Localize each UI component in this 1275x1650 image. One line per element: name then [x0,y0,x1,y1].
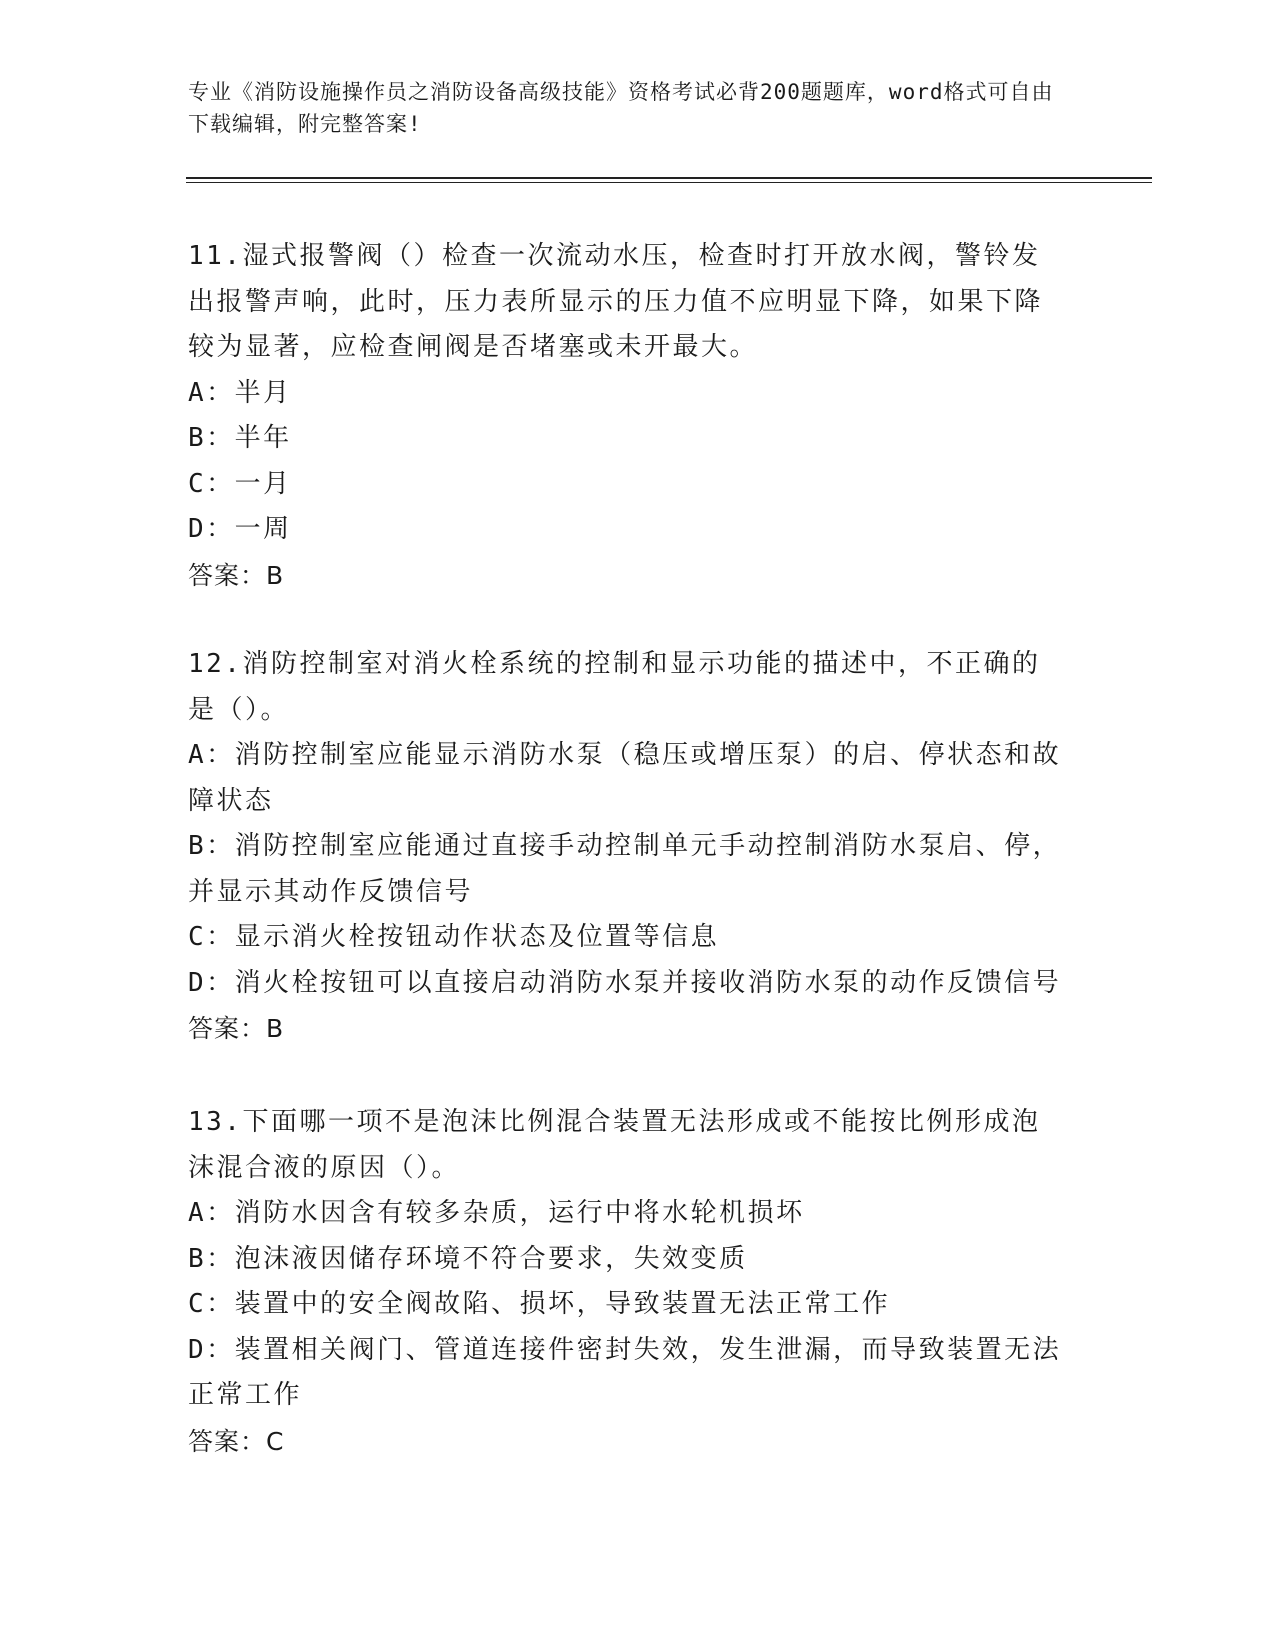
answer: 答案：C [188,1426,285,1456]
answer: 答案：B [188,560,285,590]
question-12 [188,642,1068,1052]
option-b: B：泡沫液因储存环境不符合要求，失效变质 [188,1243,748,1274]
question-stem: 12.消防控制室对消火栓系统的控制和显示功能的描述中，不正确的是（）。 [188,649,1041,725]
option-a: A：半月 [188,377,292,408]
answer: 答案：B [188,1014,285,1043]
option-b: B：半年 [188,423,292,453]
question-13 [188,1100,1068,1464]
question-11 [188,234,1068,598]
option-a: A：消防水因含有较多杂质，运行中将水轮机损坏 [188,1198,805,1228]
option-c: C：一月 [188,468,292,499]
document-header: 专业《消防设施操作员之消防设备高级技能》资格考试必背200题题库，word格式可自由下载编辑，附完整答案! [188,80,1054,136]
option-d: D：一周 [188,514,292,544]
option-b: B：消防控制室应能通过直接手动控制单元手动控制消防水泵启、停，并显示其动作反馈信号 [188,831,1062,907]
question-stem: 11.湿式报警阀（）检查一次流动水压，检查时打开放水阀，警铃发出报警声响，此时，压力表所显示的压力值不应明显下降，如果下降较为显著，应检查闸阀是否堵塞或未开最大。 [188,241,1044,362]
question-stem: 13.下面哪一项不是泡沫比例混合装置无法形成或不能按比例形成泡沫混合液的原因（）。 [188,1107,1041,1183]
header-divider-top [186,177,1152,179]
option-c: C：显示消火栓按钮动作状态及位置等信息 [188,922,720,952]
header-divider-bottom [186,182,1152,183]
option-a: A：消防控制室应能显示消防水泵（稳压或增压泵）的启、停状态和故障状态 [188,740,1062,816]
option-d: D：消火栓按钮可以直接启动消防水泵并接收消防水泵的动作反馈信号 [188,967,1062,998]
option-d: D：装置相关阀门、管道连接件密封失效，发生泄漏，而导致装置无法正常工作 [188,1334,1062,1410]
option-c: C：装置中的安全阀故陷、损坏，导致装置无法正常工作 [188,1289,891,1319]
